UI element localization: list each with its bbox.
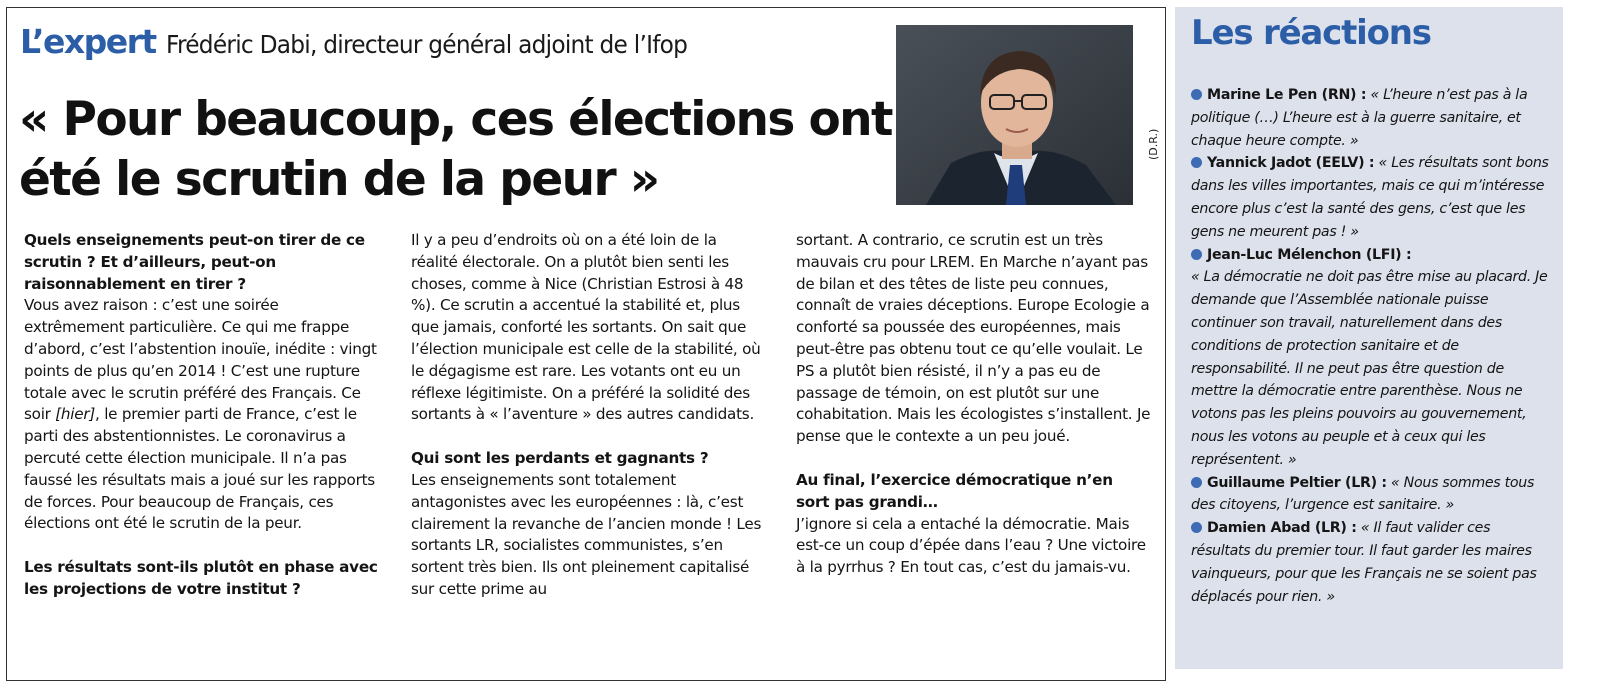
question-4: Au final, l’exercice démocratique n’en sort pas grandi…	[796, 470, 1113, 511]
sidebar-title: Les réactions	[1191, 13, 1431, 53]
article-column-3	[796, 230, 1151, 591]
question-2: Les résultats sont-ils plutôt en phase avec les projections de votre institut ?	[24, 558, 378, 598]
kicker-label: L’expert	[20, 22, 156, 61]
question-1: Quels enseignements peut-on tirer de ce scrutin ? Et d’ailleurs, peut-on raisonnablement en tirer ?	[24, 231, 365, 293]
photo-credit: (D.R.)	[1147, 128, 1160, 160]
reaction-item	[1191, 472, 1553, 518]
reactions-sidebar	[1175, 7, 1563, 669]
question-3: Qui sont les perdants et gagnants ?	[411, 449, 709, 468]
reaction-author: Damien Abad (LR) :	[1207, 520, 1357, 537]
reaction-author: Marine Le Pen (RN) :	[1207, 87, 1367, 103]
bullet-dot-icon	[1191, 477, 1202, 488]
answer-2: Il y a peu d’endroits où on a été loin de la réalité électorale. On a plutôt bien senti les choses, comme à Nice (Christian Estrosi à 48 %). Ce scrutin a accentué la stabilité et, plus que jamais, conforté les sortants. On sait que l’élection municipale est celle de la stabilité, où le dégagisme est rare. Les votants ont eu un réflexe légitimiste. On a préféré la solidité des sortants à « l’aventure » des autres candidats.	[411, 231, 761, 424]
answer-4: J’ignore si cela a entaché la démocratie. Mais est-ce un coup d’épée dans l’eau ? Une victoire à la pyrrhus ? En tout cas, c’est du jamais-vu.	[796, 514, 1146, 577]
reaction-quote: « Nous sommes tous des citoyens, l’urgence est sanitaire. »	[1191, 474, 1535, 514]
answer-3-end: sortant. A contrario, ce scrutin est un très mauvais cru pour LREM. En Marche n’ayant pas de bilan et des têtes de liste peu connues, connaît de vraies déceptions. Europe Ecologie a conforté sa poussée des européennes, mais peut-être pas obtenu tout ce qu’elle voulait. Le PS a plutôt bien résisté, il n’y a pas eu de passage de témoin, on est plutôt sur une cohabitation. Mais les écologistes s’installent. Je pense que le contexte a un peu joué.	[796, 231, 1151, 446]
reaction-item	[1191, 244, 1553, 472]
kicker	[20, 22, 726, 61]
bullet-dot-icon	[1191, 522, 1202, 533]
reaction-item	[1191, 152, 1553, 243]
reaction-quote: « Les résultats sont bons dans les villes importantes, mais ce qui m’intéresse encore plus c’est la santé des gens, c’est que les gens ne meurent pas ! »	[1191, 155, 1549, 240]
bullet-dot-icon	[1191, 157, 1202, 168]
article-column-1	[24, 230, 379, 601]
answer-3-start: Les enseignements sont totalement antagonistes avec les européennes : là, c’est clairement la revanche de l’ancien monde ! Les sortants LR, socialistes communistes, s’en sortent très bien. Ils ont pleinement capitalisé sur cette prime au	[411, 470, 762, 598]
reaction-author: Guillaume Peltier (LR) :	[1207, 474, 1387, 491]
article-column-2	[411, 230, 766, 613]
reaction-quote: « Il faut valider ces résultats du premier tour. Il faut garder les maires vainqueurs, pour que les Français ne se soient pas déplacés pour rien. »	[1191, 520, 1537, 605]
article-box	[6, 7, 1166, 681]
reaction-author: Yannick Jadot (EELV) :	[1207, 155, 1375, 172]
bullet-dot-icon	[1191, 249, 1202, 260]
reaction-item	[1191, 517, 1553, 608]
portrait-image	[896, 25, 1133, 205]
reaction-item	[1191, 84, 1553, 152]
reaction-author: Jean-Luc Mélenchon (LFI) :	[1207, 246, 1412, 263]
expert-photo	[896, 25, 1133, 205]
expert-name: Frédéric Dabi, directeur général adjoint de l’Ifop	[165, 30, 687, 59]
reaction-quote: « L’heure n’est pas à la politique (…) L’heure est à la guerre sanitaire, et chaque heure compte. »	[1191, 87, 1528, 149]
bullet-dot-icon	[1191, 89, 1202, 100]
answer-1: Vous avez raison : c’est une soirée extrêmement particulière. Ce qui me frappe d’abord, c’est l’abstention inouïe, inédite : vingt points de plus qu’en 2014 ! C’est une rupture totale avec le scrutin préféré des Français. Ce soir [hier], le premier parti de France, c’est le parti des abstentionnistes. Le coronavirus a percuté cette élection municipale. Il n’a pas faussé les résultats mais a joué sur les rapports de forces. Pour beaucoup de Français, ces élections ont été le scrutin de la peur.	[24, 296, 377, 533]
reaction-quote: « La démocratie ne doit pas être mise au placard. Je demande que l’Assemblée nationale puisse continuer son travail, naturellement dans des conditions de protection sanitaire et de responsabilité. Il ne peut pas être question de mettre la démocratie entre parenthèse. Nous ne votons pas les pleins pouvoirs au gouvernement, nous les votons au peuple et à ceux qui les représentent. »	[1191, 269, 1548, 468]
headline: « Pour beaucoup, ces élections ont été le scrutin de la peur »	[19, 92, 892, 207]
